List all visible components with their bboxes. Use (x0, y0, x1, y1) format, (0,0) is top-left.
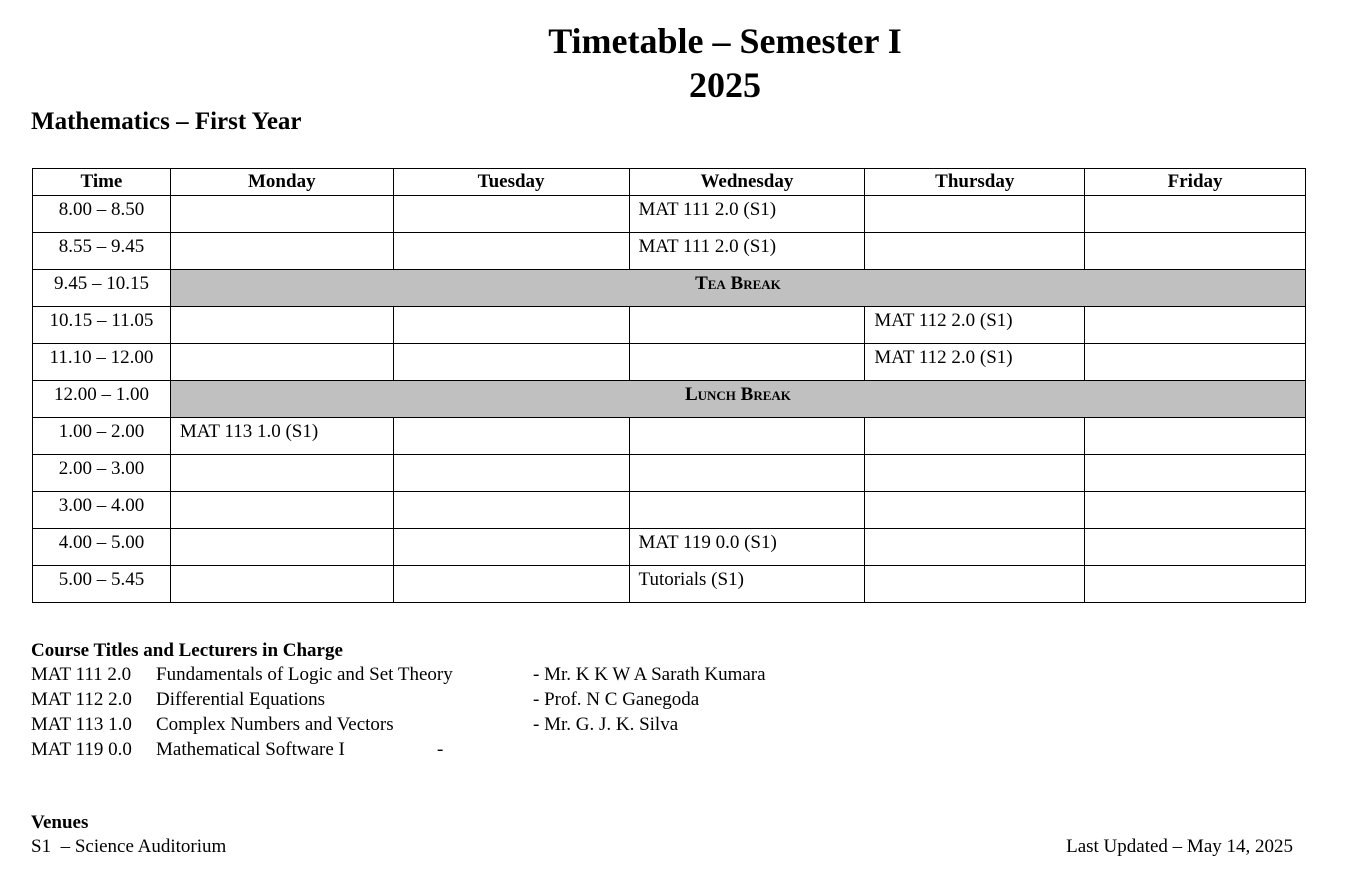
timetable-body (33, 196, 1306, 603)
course-title: Mathematical Software I (156, 739, 345, 760)
class-cell (865, 492, 1085, 529)
time-slot: 8.55 – 9.45 (33, 233, 171, 270)
class-cell (865, 566, 1085, 603)
class-cell: MAT 111 2.0 (S1) (629, 233, 865, 270)
class-cell (170, 233, 393, 270)
table-row (33, 418, 1306, 455)
course-lecturer: - Mr. K K W A Sarath Kumara (533, 664, 766, 685)
page-subtitle: Mathematics – First Year (31, 108, 302, 135)
class-cell (1085, 307, 1306, 344)
class-cell: MAT 112 2.0 (S1) (865, 344, 1085, 381)
time-slot: 5.00 – 5.45 (33, 566, 171, 603)
header-tuesday: Tuesday (393, 169, 629, 196)
time-slot: 1.00 – 2.00 (33, 418, 171, 455)
table-row (33, 233, 1306, 270)
class-cell (865, 196, 1085, 233)
break-row (33, 270, 1306, 307)
time-slot: 3.00 – 4.00 (33, 492, 171, 529)
venues-heading: Venues (31, 812, 89, 833)
class-cell (1085, 566, 1306, 603)
last-updated: Last Updated – May 14, 2025 (1066, 836, 1293, 857)
class-cell (1085, 455, 1306, 492)
class-cell (170, 566, 393, 603)
page-title: Timetable – Semester I (548, 21, 902, 61)
table-row (33, 455, 1306, 492)
timetable-header-row (33, 169, 1306, 196)
time-slot: 11.10 – 12.00 (33, 344, 171, 381)
class-cell (393, 196, 629, 233)
class-cell (865, 529, 1085, 566)
class-cell (865, 233, 1085, 270)
break-row (33, 381, 1306, 418)
class-cell (393, 344, 629, 381)
table-row (33, 492, 1306, 529)
class-cell (629, 418, 865, 455)
class-cell (865, 455, 1085, 492)
class-cell (393, 492, 629, 529)
course-code: MAT 113 1.0 (31, 714, 132, 735)
header-friday: Friday (1085, 169, 1306, 196)
table-row (33, 307, 1306, 344)
course-lecturer: - Mr. G. J. K. Silva (533, 714, 679, 735)
class-cell (170, 529, 393, 566)
table-row (33, 196, 1306, 233)
course-code: MAT 112 2.0 (31, 689, 132, 710)
header-monday: Monday (170, 169, 393, 196)
course-code: MAT 111 2.0 (31, 664, 132, 685)
class-cell: Tutorials (S1) (629, 566, 865, 603)
class-cell (629, 455, 865, 492)
time-slot: 10.15 – 11.05 (33, 307, 171, 344)
class-cell (1085, 344, 1306, 381)
table-row (33, 344, 1306, 381)
courses-heading: Course Titles and Lecturers in Charge (31, 640, 343, 661)
class-cell (393, 233, 629, 270)
break-label: Lunch Break (170, 381, 1305, 418)
class-cell (170, 455, 393, 492)
timetable (32, 168, 1306, 603)
time-slot: 8.00 – 8.50 (33, 196, 171, 233)
break-label: Tea Break (170, 270, 1305, 307)
class-cell (1085, 529, 1306, 566)
class-cell (1085, 418, 1306, 455)
class-cell: MAT 111 2.0 (S1) (629, 196, 865, 233)
class-cell (170, 307, 393, 344)
course-lecturer: - (437, 739, 444, 760)
table-row (33, 529, 1306, 566)
class-cell (393, 529, 629, 566)
class-cell (629, 492, 865, 529)
class-cell (393, 418, 629, 455)
class-cell (170, 196, 393, 233)
time-slot: 12.00 – 1.00 (33, 381, 171, 418)
class-cell (170, 344, 393, 381)
course-title: Differential Equations (156, 689, 326, 710)
class-cell (393, 566, 629, 603)
time-slot: 2.00 – 3.00 (33, 455, 171, 492)
course-code: MAT 119 0.0 (31, 739, 132, 760)
table-row (33, 566, 1306, 603)
page-year: 2025 (689, 65, 761, 105)
class-cell (1085, 196, 1306, 233)
venue-item: S1 – Science Auditorium (31, 836, 227, 857)
class-cell (865, 418, 1085, 455)
class-cell (629, 344, 865, 381)
course-title: Complex Numbers and Vectors (156, 714, 394, 735)
course-lecturer: - Prof. N C Ganegoda (533, 689, 700, 710)
header-time: Time (33, 169, 171, 196)
class-cell (1085, 492, 1306, 529)
header-wednesday: Wednesday (629, 169, 865, 196)
class-cell (170, 492, 393, 529)
class-cell (1085, 233, 1306, 270)
class-cell (629, 307, 865, 344)
class-cell: MAT 119 0.0 (S1) (629, 529, 865, 566)
class-cell: MAT 112 2.0 (S1) (865, 307, 1085, 344)
header-thursday: Thursday (865, 169, 1085, 196)
class-cell: MAT 113 1.0 (S1) (170, 418, 393, 455)
course-title: Fundamentals of Logic and Set Theory (156, 664, 453, 685)
time-slot: 4.00 – 5.00 (33, 529, 171, 566)
class-cell (393, 455, 629, 492)
time-slot: 9.45 – 10.15 (33, 270, 171, 307)
class-cell (393, 307, 629, 344)
